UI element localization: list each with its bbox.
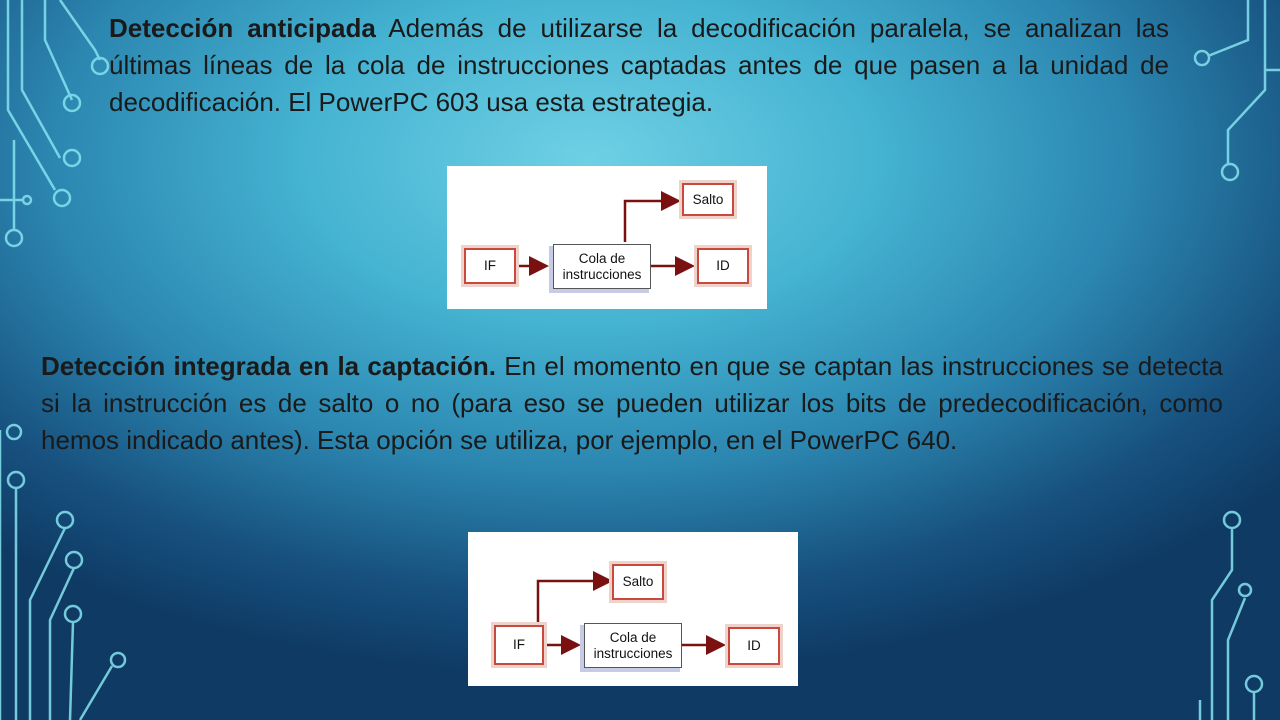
- if-box: IF: [464, 248, 516, 284]
- instruction-queue-box: Cola de instrucciones: [553, 244, 651, 289]
- jump-box: Salto: [682, 183, 734, 216]
- jump-box: Salto: [612, 564, 664, 600]
- id-box: ID: [728, 627, 780, 665]
- paragraph-title: Detección anticipada: [109, 13, 376, 43]
- paragraph-deteccion-anticipada: [109, 10, 1169, 121]
- paragraph-deteccion-integrada: [41, 348, 1223, 459]
- diagram-deteccion-integrada: [468, 532, 798, 686]
- id-box: ID: [697, 248, 749, 284]
- if-box: IF: [494, 625, 544, 665]
- paragraph-body: Además de utilizarse la decodificación paralela, se analizan las últimas líneas de la cola de instrucciones captadas antes de que pasen a la unidad de decodificación. El PowerPC 603 usa esta estrategia.: [109, 13, 1169, 117]
- diagram-deteccion-anticipada: [447, 166, 767, 309]
- paragraph-body: En el momento en que se captan las instrucciones se detecta si la instrucción es de salto o no (para eso se pueden utilizar los bits de predecodificación, como hemos indicado antes). Esta opción se utiliza, por ejemplo, en el PowerPC 640.: [41, 351, 1223, 455]
- instruction-queue-box: Cola de instrucciones: [584, 623, 682, 668]
- paragraph-title: Detección integrada en la captación.: [41, 351, 497, 381]
